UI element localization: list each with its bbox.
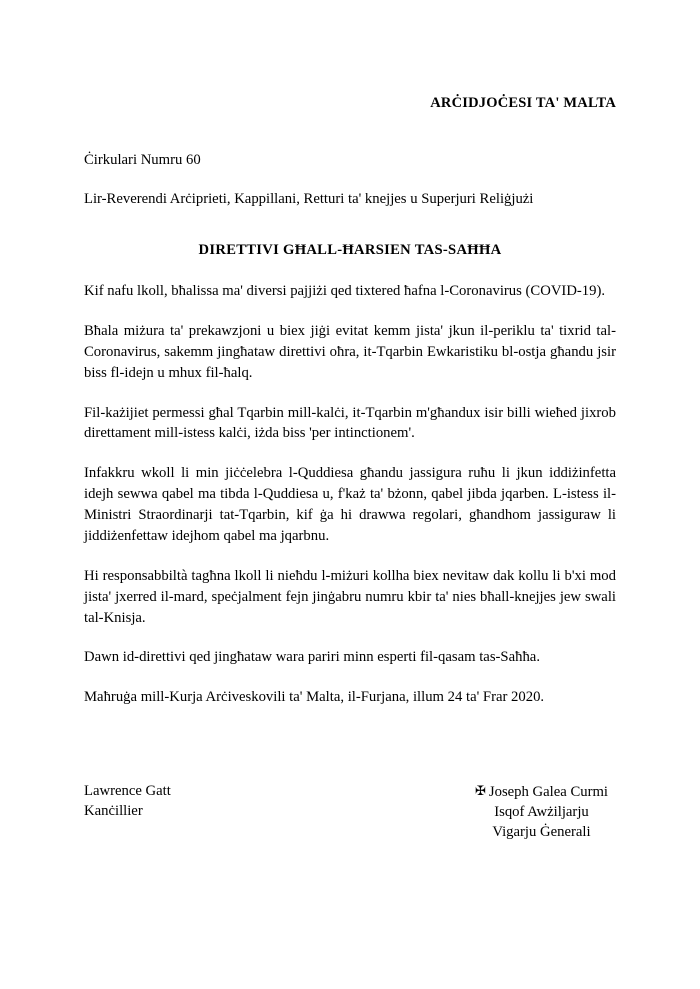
signatory-left-name: Lawrence Gatt [84, 783, 171, 800]
addressee-line: Lir-Reverendi Arċiprieti, Kappillani, Retturi ta' knejjes u Superjuri Reliġjużi [84, 191, 534, 207]
signatory-right-name-line [475, 782, 608, 803]
signatory-right-name: Joseph Galea Curmi [488, 784, 608, 801]
signature-right [475, 782, 616, 843]
paragraph-5: Hi responsabbiltà tagħna lkoll li nieħdu l-miżuri kollha biex nevitaw dak kollu li b'xi mod jista' jxerred il-mard, speċjalment fejn jinġabru numru kbir ta' nies bħall-knejjes jew swali tal-Knisja. [84, 567, 616, 626]
circular-number: Ċirkulari Numru 60 [84, 152, 201, 168]
document-header-title: ARĊIDJOĊESI TA' MALTA [430, 95, 616, 111]
cross-icon: ✠ [474, 783, 486, 799]
paragraph-3: Fil-każijiet permessi għal Tqarbin mill-kalċi, it-Tqarbin m'għandux isir billi wieħed jixrob direttament mill-istess kalċi, iżda biss 'per intinctionem'. [84, 404, 616, 442]
paragraph-6: Dawn id-direttivi qed jingħataw wara pariri minn esperti fil-qasam tas-Saħħa. [84, 649, 540, 666]
paragraph-2: Bħala miżura ta' prekawzjoni u biex jiġi evitat kemm jista' jkun il-periklu ta' tixrid tal-Coronavirus, sakemm jingħataw direttivi oħra, it-Tqarbin Ewkaristiku bl-ostja għandu jsir biss fl-idejn u mhux fil-ħalq. [84, 322, 616, 381]
signature-block [84, 782, 616, 843]
signatory-right-role-2: Vigarju Ġenerali [492, 823, 591, 840]
signatory-right-role-1: Isqof Awżiljarju [494, 803, 589, 820]
paragraph-7: Maħruġa mill-Kurja Arċiveskovili ta' Malta, il-Furjana, illum 24 ta' Frar 2020. [84, 689, 545, 706]
signature-left [84, 782, 171, 822]
document-title: DIRETTIVI GĦALL-ĦARSIEN TAS-SAĦĦA [198, 242, 502, 258]
signatory-left-role: Kanċillier [84, 802, 143, 819]
paragraph-4: Infakkru wkoll li min jiċċelebra l-Quddiesa għandu jassigura ruħu li jkun iddiżinfetta idejh sewwa qabel ma tibda l-Quddiesa u, f'każ ta' bżonn, qabel jibda jqarben. L-istess il-Ministri Straordinarji tat-Tqarbin, kif ġa hi drawwa regolari, għandhom jassiguraw li jiddiżenfettaw idejhom qabel ma jqarbnu. [84, 465, 616, 544]
paragraph-1: Kif nafu lkoll, bħalissa ma' diversi pajjiżi qed tixtered ħafna l-Coronavirus (COVID-19). [84, 283, 606, 299]
